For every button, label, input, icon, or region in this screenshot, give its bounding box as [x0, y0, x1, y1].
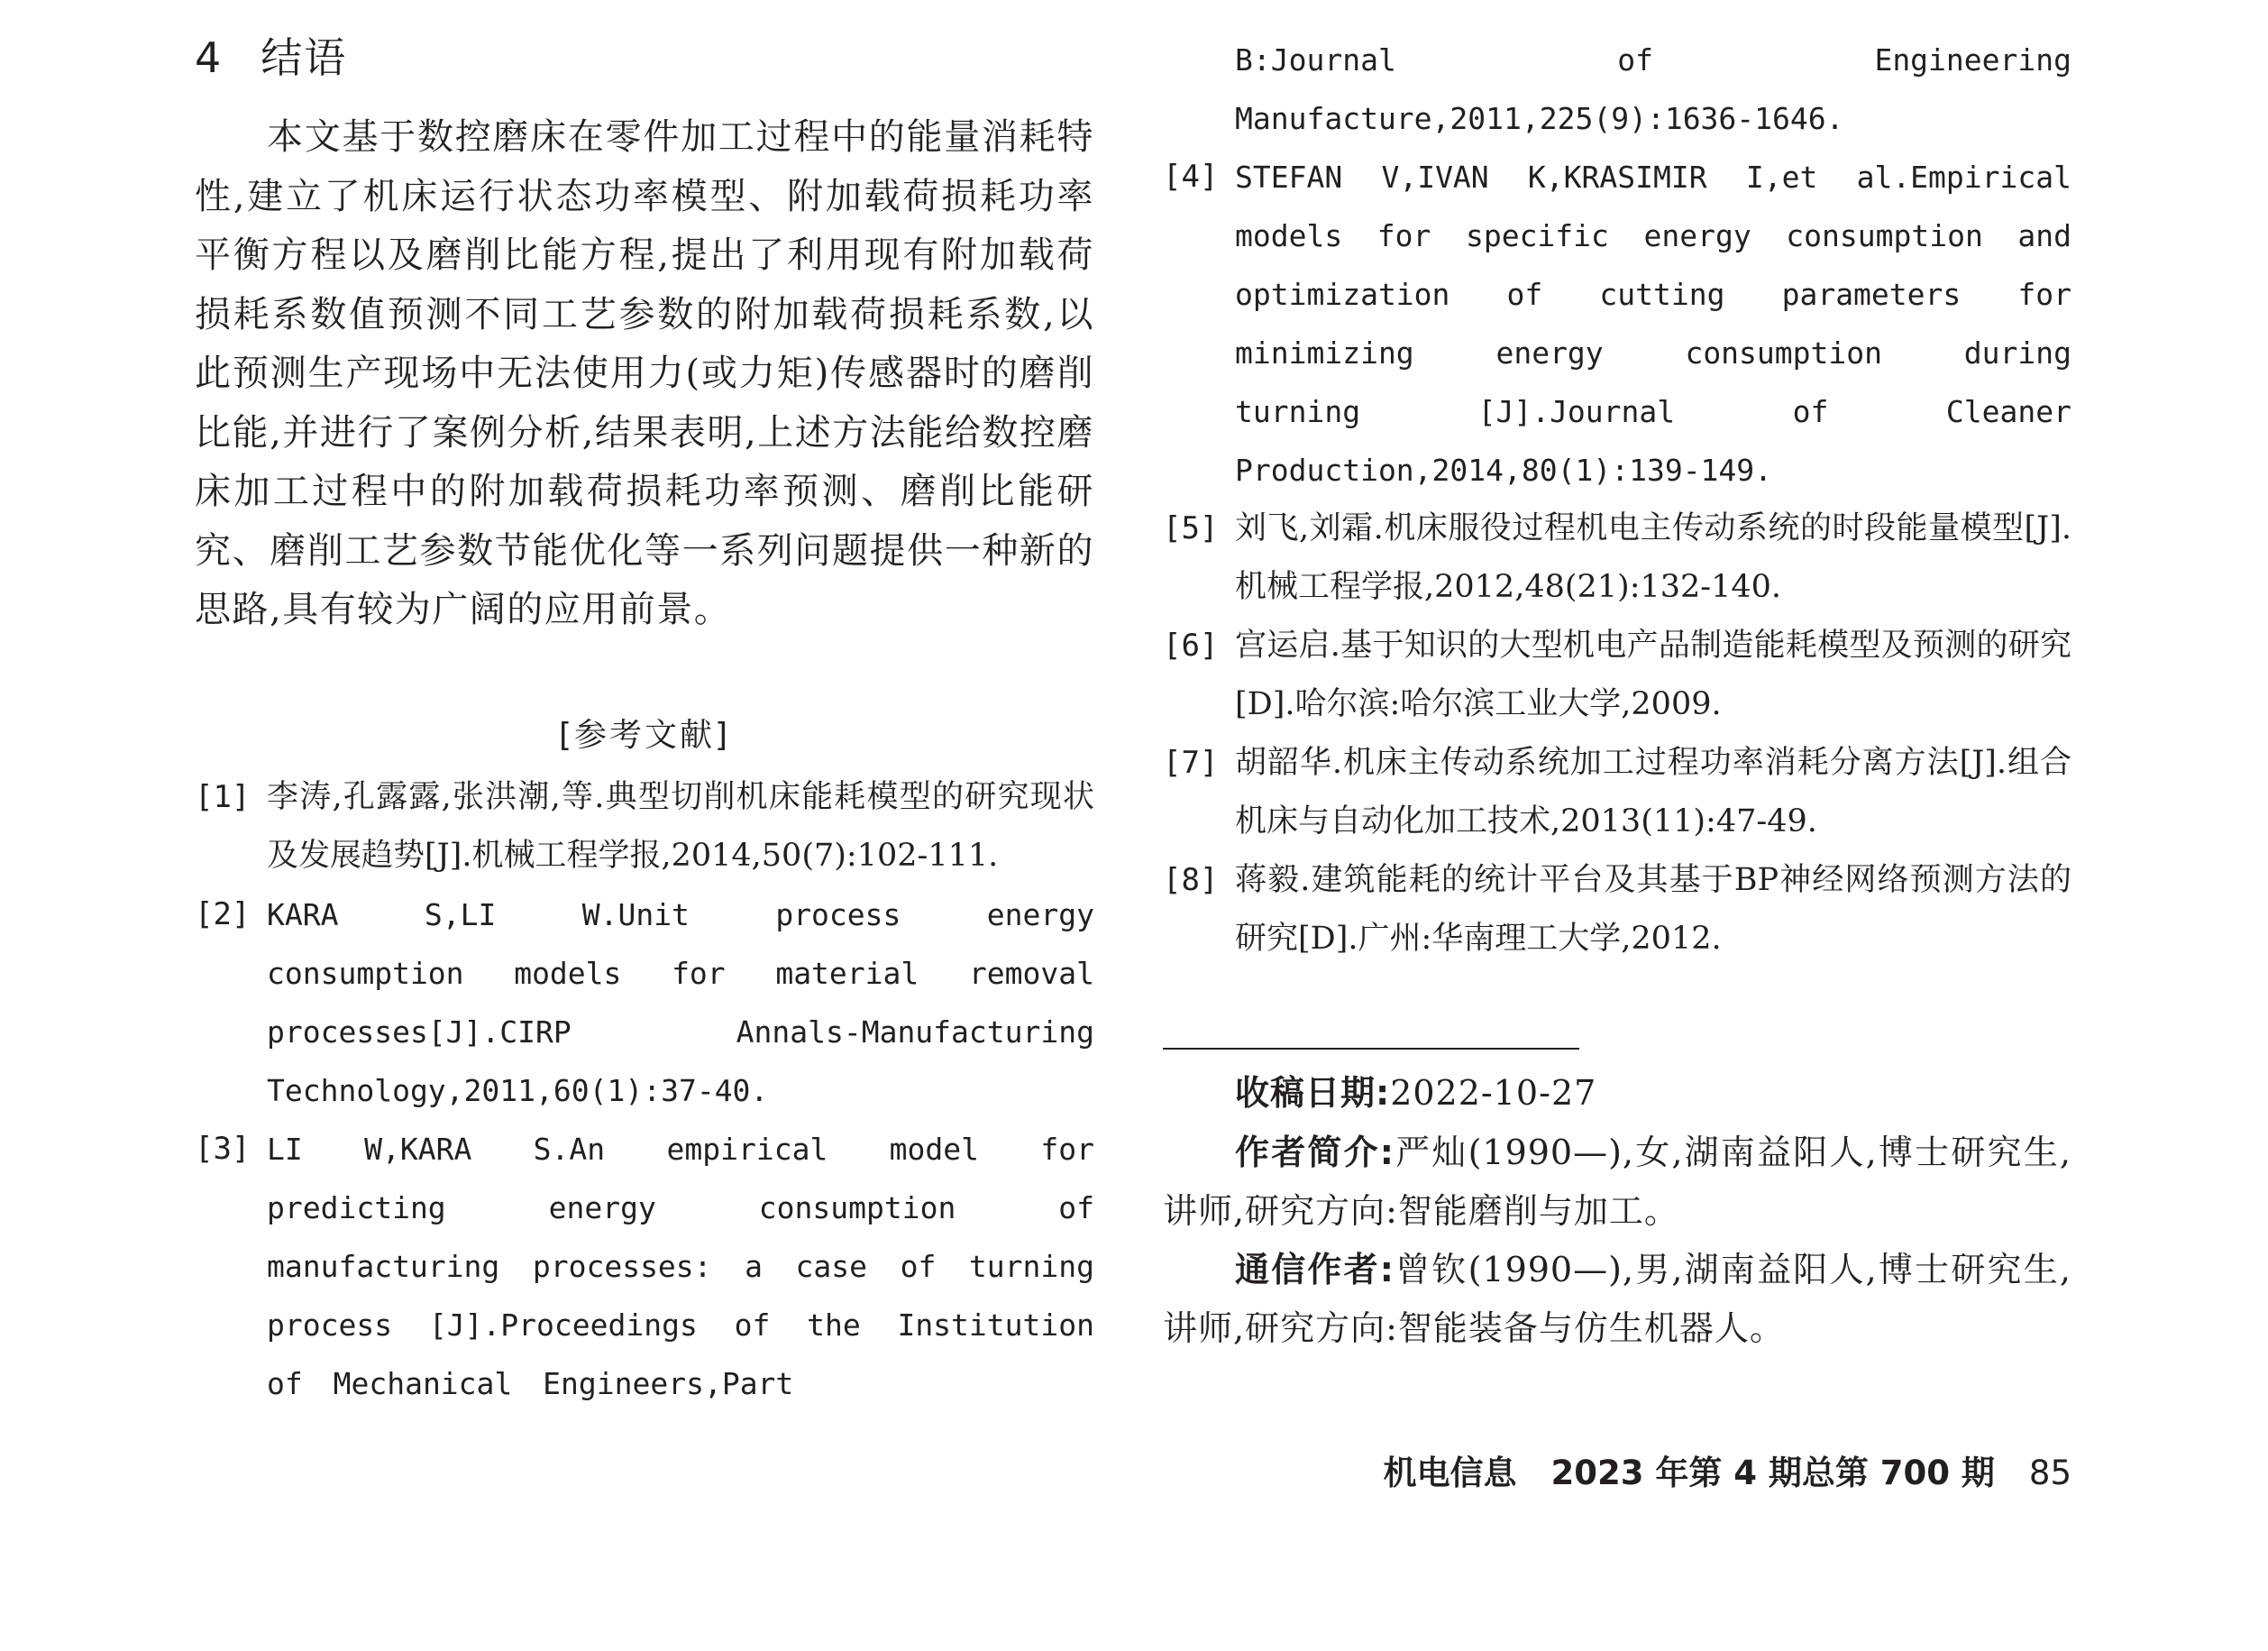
reference-tag: [2]: [195, 896, 251, 932]
reference-text: 李涛,孔露露,张洪潮,等.典型切削机床能耗模型的研究现状及发展趋势[J].机械工程学报,2014,50(7):102-111.: [267, 779, 1094, 874]
reference-tag: [5]: [1163, 510, 1219, 546]
journal-name: 机电信息: [1383, 1454, 1517, 1492]
footnote-divider: [1163, 1048, 1579, 1050]
page-number: 85: [2028, 1454, 2071, 1492]
reference-tag: [4]: [1163, 159, 1219, 195]
reference-item: [1163, 851, 2071, 968]
reference-tag: [1]: [195, 779, 251, 815]
reference-item: [1163, 617, 2071, 734]
references-title: [参考文献]: [558, 717, 731, 754]
reference-text: 刘飞,刘霜.机床服役过程机电主传动系统的时段能量模型[J].机械工程学报,2012,48(21):132-140.: [1235, 510, 2071, 605]
corr-value: 曾钦(1990—),男,湖南益阳人,博士研究生,讲师,研究方向:智能装备与仿生机器人。: [1163, 1250, 2071, 1348]
reference-item: [1163, 500, 2071, 617]
author-label: 作者简介:: [1235, 1133, 1395, 1172]
reference-tag: [7]: [1163, 745, 1219, 781]
reference-text: KARA S,LI W.Unit process energy consumption models for material removal processes[J].CIRP Annals-Manufacturing Technology,2011,60(1):37-40.: [267, 897, 1094, 1108]
reference-item: [195, 1120, 1094, 1413]
page-footer: [1384, 1446, 2071, 1500]
conclusion-paragraph: 本文基于数控磨床在零件加工过程中的能量消耗特性,建立了机床运行状态功率模型、附加载荷损耗功率平衡方程以及磨削比能方程,提出了利用现有附加载荷损耗系数值预测不同工艺参数的附加载荷损耗系数,以此预测生产现场中无法使用力(或力矩)传感器时的磨削比能,并进行了案例分析,结果表明,上述方法能给数控磨床加工过程中的附加载荷损耗功率预测、磨削比能研究、磨削工艺参数节能优化等一系列问题提供一种新的思路,具有较为广阔的应用前景。: [195, 116, 1094, 630]
reference-item: [195, 885, 1094, 1120]
reference-item: [1163, 148, 2071, 500]
reference-text: STEFAN V,IVAN K,KRASIMIR I,et al.Empirical models for specific energy consumption and optimization of cutting parameters for minimizing energy consumption during turning [J].Journal of Cleaner Production,2014,80(1):139-149.: [1235, 160, 2071, 488]
reference-text: 胡韶华.机床主传动系统加工过程功率消耗分离方法[J].组合机床与自动化加工技术,2013(11):47-49.: [1235, 745, 2071, 839]
reference-item: [195, 768, 1094, 885]
section-number: 4: [195, 33, 224, 82]
corresponding-author: [1163, 1241, 2071, 1358]
author-value: 严灿(1990—),女,湖南益阳人,博士研究生,讲师,研究方向:智能磨削与加工。: [1163, 1133, 2071, 1231]
reference-text: LI W,KARA S.An empirical model for predicting energy consumption of manufacturing processes: a case of turning process [J].Proceedings of the Institution of Mechanical Engineers,Part: [267, 1132, 1094, 1401]
reference-tag: [3]: [195, 1131, 251, 1167]
reference-continuation: B:Journal of Engineering Manufacture,2011,225(9):1636-1646.: [1235, 42, 2071, 136]
reference-tag: [8]: [1163, 862, 1219, 898]
reference-tag: [6]: [1163, 628, 1219, 664]
reference-text: 宫运启.基于知识的大型机电产品制造能耗模型及预测的研究[D].哈尔滨:哈尔滨工业大学,2009.: [1235, 628, 2071, 722]
section-title: 结语: [261, 33, 348, 82]
reference-item: [1163, 734, 2071, 851]
corr-label: 通信作者:: [1235, 1250, 1395, 1289]
reference-list-right: [1163, 148, 2071, 968]
section-heading: [195, 31, 347, 85]
issue-info: 2023 年第 4 期总第 700 期: [1550, 1454, 1995, 1492]
received-value: 2022-10-27: [1390, 1073, 1597, 1113]
author-bio: [1163, 1124, 2071, 1241]
received-date: [1163, 1064, 2071, 1123]
received-label: 收稿日期:: [1235, 1073, 1391, 1113]
reference-text: 蒋毅.建筑能耗的统计平台及其基于BP神经网络预测方法的研究[D].广州:华南理工大学,2012.: [1235, 862, 2071, 957]
reference-list-left: [195, 768, 1094, 1413]
